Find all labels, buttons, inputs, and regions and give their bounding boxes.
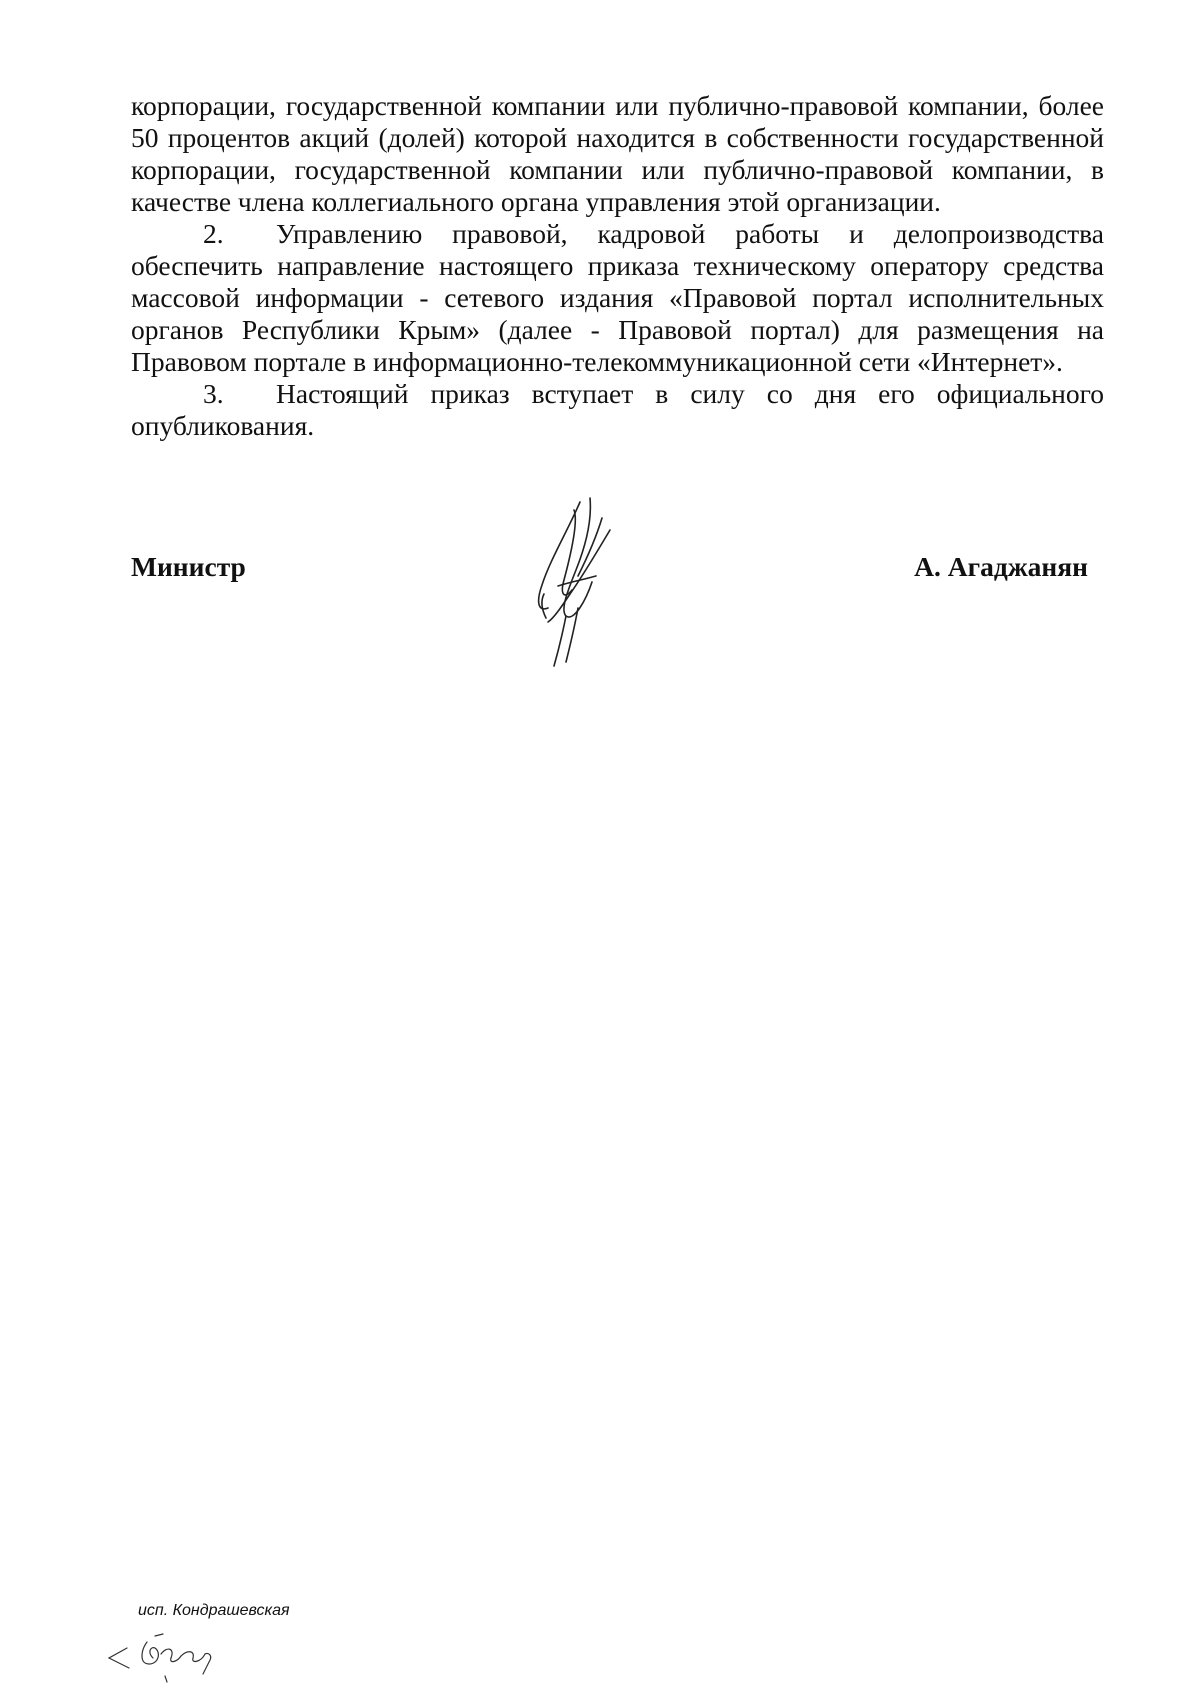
- executor-signature: [105, 1624, 245, 1684]
- handwritten-signature: [520, 490, 640, 670]
- executor-note: исп. Кондрашевская: [138, 1602, 290, 1619]
- paragraph-continuation: корпорации, государственной компании или публично-правовой компании, более 50 процентов акций (долей) которой находится в собственности государственной корпорации, государственной компании или публично-правовой компании, в качестве члена коллегиального органа управления этой организации.: [131, 90, 1104, 217]
- list-item-3: [131, 378, 1104, 442]
- list-item-2-number: 2.: [203, 218, 224, 249]
- signatory-name: А. Агаджанян: [914, 551, 1088, 582]
- document-body: [131, 90, 1104, 442]
- list-item-2: [131, 218, 1104, 378]
- signatory-position: Министр: [131, 551, 246, 582]
- list-item-2-text: Управлению правовой, кадровой работы и делопроизводства обеспечить направление настоящего приказа техническому оператору средства массовой информации - сетевого издания «Правовой портал исполнительных органов Республики Крым» (далее - Правовой портал) для размещения на Правовом портале в информационно-телекоммуникационной сети «Интернет».: [131, 218, 1104, 377]
- list-item-3-number: 3.: [203, 378, 224, 409]
- list-item-3-text: Настоящий приказ вступает в силу со дня его официального опубликования.: [131, 378, 1104, 441]
